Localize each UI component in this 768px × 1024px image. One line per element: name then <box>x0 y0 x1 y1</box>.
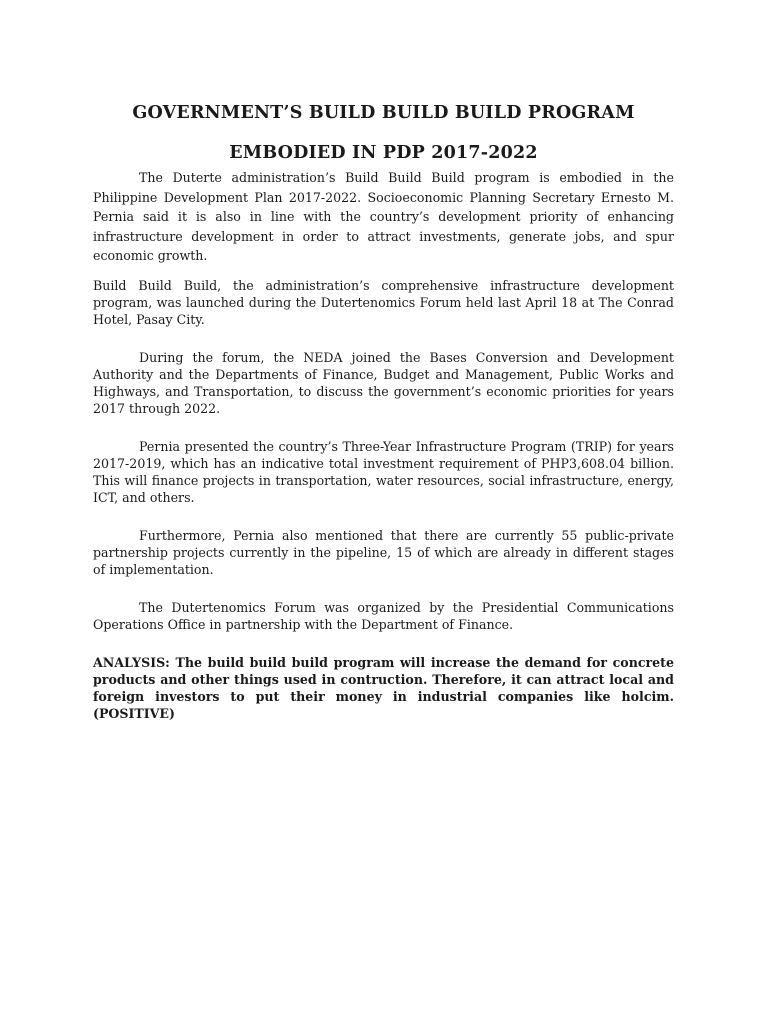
paragraph-1: The Duterte administration’s Build Build Build program is embodied in the Philippine Development Plan 2017-2022. Socioeconomic Planning Secretary Ernesto M. Pernia said it is also in line with the country’s development priority of enhancing infrastructure development in order to attract investments, generate jobs, and spur economic growth. <box>93 170 674 264</box>
document-title-line-2: EMBODIED IN PDP 2017-2022 <box>229 143 538 163</box>
paragraph-4: Pernia presented the country’s Three-Year Infrastructure Program (TRIP) for years 2017-2019, which has an indicative total investment requirement of PHP3,608.04 billion. This will finance projects in transportation, water resources, social infrastructure, energy, ICT, and others. <box>93 438 674 505</box>
paragraph-5: Furthermore, Pernia also mentioned that there are currently 55 public-private partnership projects currently in the pipeline, 15 of which are already in different stages of implementation. <box>93 527 674 577</box>
document-title-line-1: GOVERNMENT’S BUILD BUILD BUILD PROGRAM <box>132 103 635 123</box>
paragraph-3: During the forum, the NEDA joined the Bases Conversion and Development Authority and the Departments of Finance, Budget and Management, Public Works and Highways, and Transportation, to discuss the government’s economic priorities for years 2017 through 2022. <box>93 349 674 416</box>
analysis-paragraph: ANALYSIS: The build build build program will increase the demand for concrete products and other things used in contruction. Therefore, it can attract local and foreign investors to put their money in industrial companies like holcim. (POSITIVE) <box>93 654 674 721</box>
paragraph-2: Build Build Build, the administration’s comprehensive infrastructure development program, was launched during the Dutertenomics Forum held last April 18 at The Conrad Hotel, Pasay City. <box>93 277 674 327</box>
paragraph-6: The Dutertenomics Forum was organized by the Presidential Communications Operations Office in partnership with the Department of Finance. <box>93 599 674 632</box>
document-page <box>93 100 674 735</box>
